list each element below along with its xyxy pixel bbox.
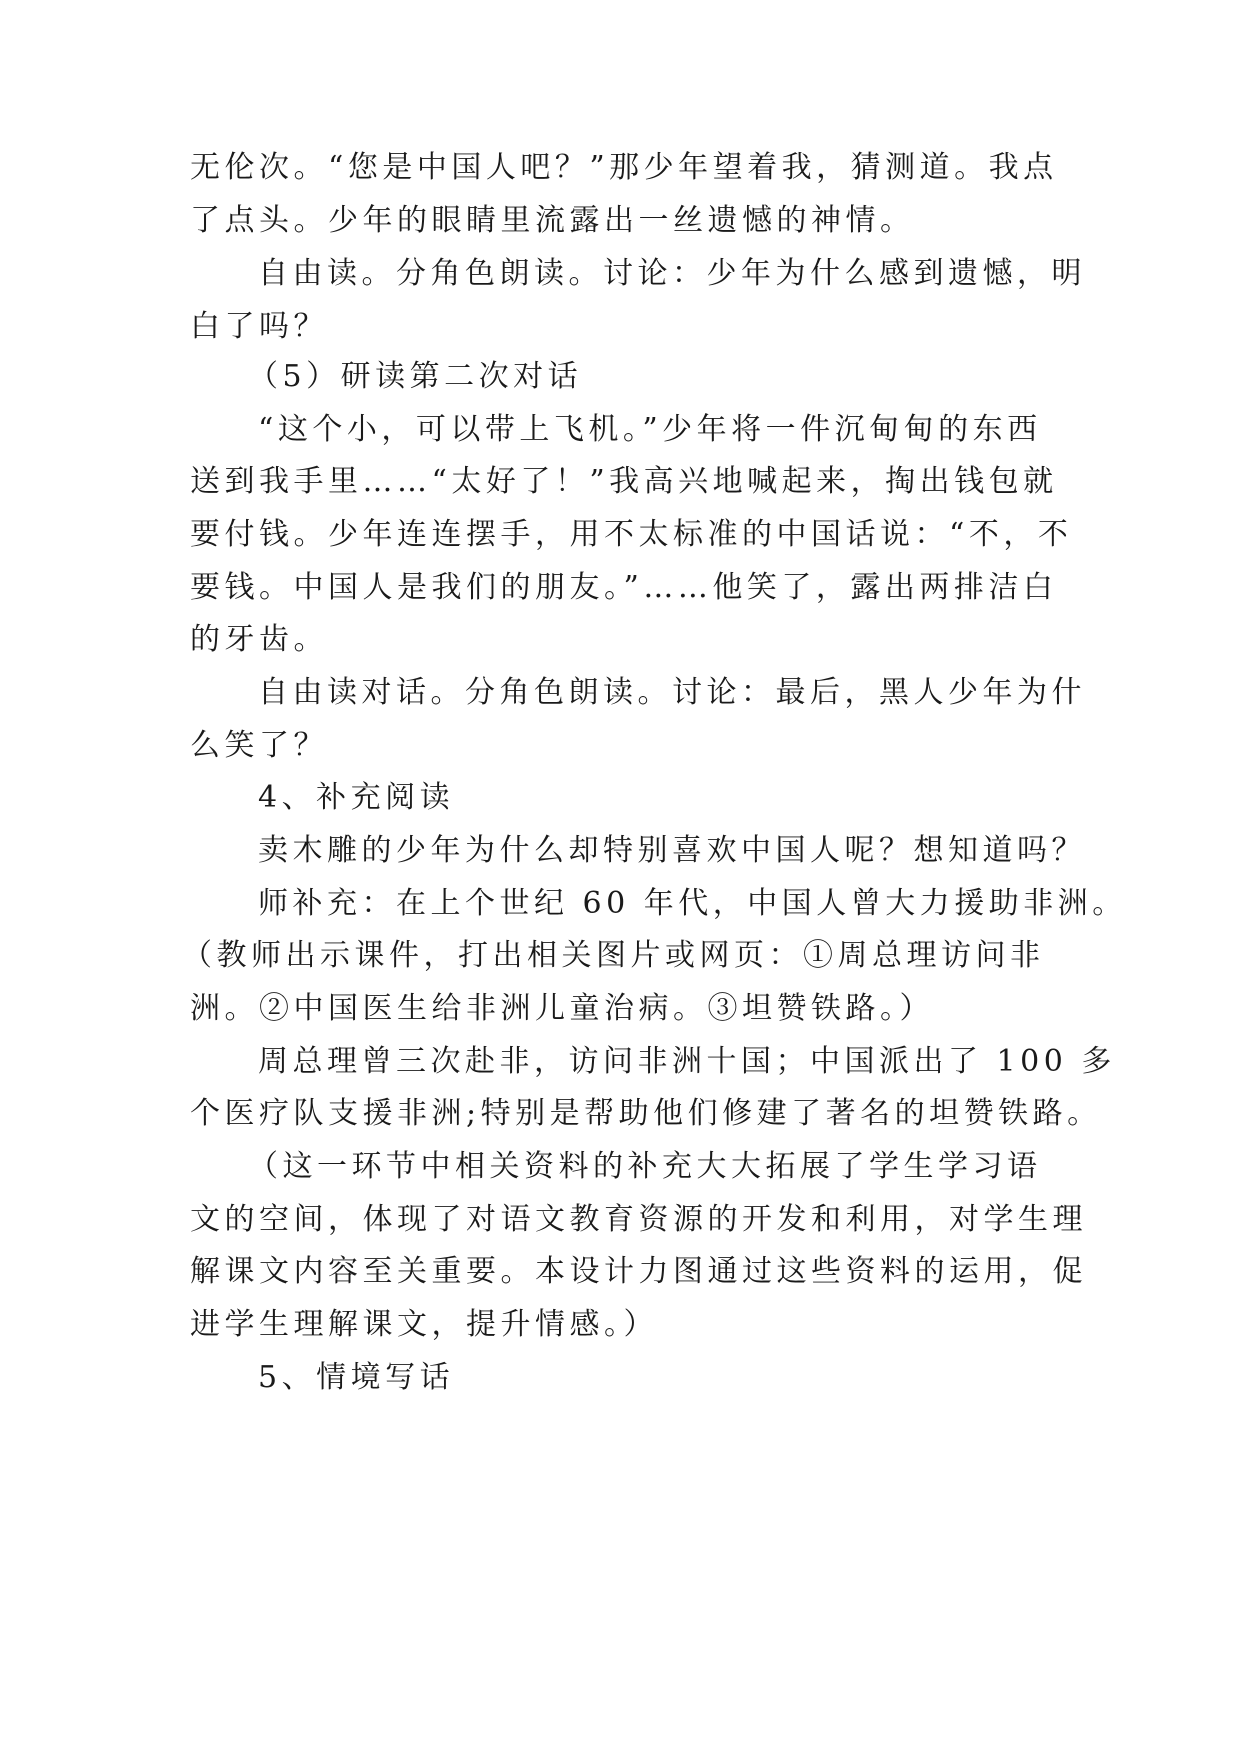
- paragraph-start: 师补充：在上个世纪 60 年代，中国人曾大力援助非洲。: [258, 886, 1127, 921]
- paragraph-start: 自由读。分角色朗读。讨论：少年为什么感到遗憾，明: [258, 256, 1086, 291]
- text-line: 要钱。中国人是我们的朋友。”……他笑了，露出两排洁白: [190, 570, 1058, 605]
- text-line: 的牙齿。: [190, 622, 328, 657]
- paragraph-start: 卖木雕的少年为什么却特别喜欢中国人呢？想知道吗？: [258, 833, 1086, 868]
- text-line: 么笑了？: [190, 728, 328, 763]
- paragraph-start: “这个小，可以带上飞机。”少年将一件沉甸甸的东西: [258, 412, 1042, 447]
- text-line: 要付钱。少年连连摆手，用不太标准的中国话说：“不，不: [190, 517, 1073, 552]
- text-line: 洲。②中国医生给非洲儿童治病。③坦赞铁路。）: [190, 991, 934, 1026]
- text-line: 文的空间，体现了对语文教育资源的开发和利用，对学生理: [190, 1202, 1087, 1237]
- section-heading: 4、补充阅读: [258, 780, 455, 815]
- section-heading: （5）研读第二次对话: [248, 359, 583, 394]
- paragraph-start: （这一环节中相关资料的补充大大拓展了学生学习语: [248, 1149, 1042, 1184]
- text-line: 了点头。少年的眼睛里流露出一丝遗憾的神情。: [190, 203, 915, 238]
- text-line: 送到我手里……“太好了！”我高兴地喊起来，掏出钱包就: [190, 464, 1058, 499]
- paragraph-start: 自由读对话。分角色朗读。讨论：最后，黑人少年为什: [258, 675, 1086, 710]
- text-line: 进学生理解课文，提升情感。）: [190, 1307, 658, 1342]
- text-line: 无伦次。“您是中国人吧？”那少年望着我，猜测道。我点: [190, 150, 1058, 185]
- text-line: （教师出示课件，打出相关图片或网页：①周总理访问非: [182, 938, 1045, 973]
- text-line: 解课文内容至关重要。本设计力图通过这些资料的运用，促: [190, 1254, 1087, 1289]
- text-line: 个医疗队支援非洲;特别是帮助他们修建了著名的坦赞铁路。: [190, 1096, 1102, 1131]
- paragraph-start: 周总理曾三次赴非，访问非洲十国；中国派出了 100 多: [258, 1044, 1116, 1079]
- section-heading: 5、情境写话: [258, 1360, 455, 1395]
- text-line: 白了吗？: [190, 309, 328, 344]
